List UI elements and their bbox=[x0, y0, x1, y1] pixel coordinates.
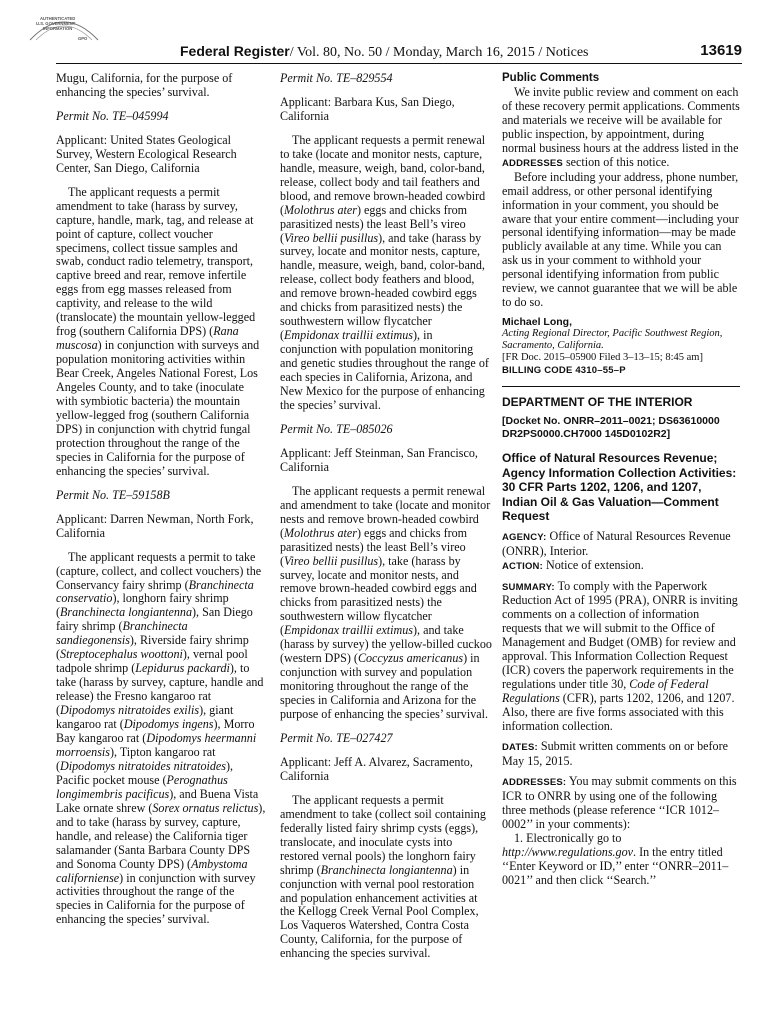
applicant-line: Applicant: Jeff A. Alvarez, Sacramento, California bbox=[280, 754, 473, 783]
column-2 bbox=[280, 72, 492, 961]
action-line: ACTION: Notice of extension. bbox=[502, 557, 644, 572]
applicant-line: Applicant: United States Geological Survey, Western Ecological Research Center, San Diego, California bbox=[56, 132, 237, 175]
column-1 bbox=[56, 72, 268, 927]
applicant-line: Applicant: Jeff Steinman, San Francisco, California bbox=[280, 445, 478, 474]
permit-description: The applicant requests a permit renewal and amendment to take (locate and monitor nests and remove brown-headed cowbird (Molothrus ater) eggs and chicks from parasitized nests) the least Bell’s vireo (Vireo bellii pusillus), take (harass by survey, locate and monitor nests, and remove brown-headed cowbird eggs and chicks from parasitized nests) the southwestern willow flycatcher (Empidonax traillii extimus), and take (harass by survey) the yellow-billed cuckoo (western DPS) (Coccyzus americanus) in conjunction with survey and population monitoring throughout the range of the species in California and Arizona for the purpose of enhancing the species’ survival. bbox=[280, 483, 492, 722]
seal-line-1: AUTHENTICATED bbox=[40, 16, 76, 21]
section-divider bbox=[502, 386, 740, 387]
column-3 bbox=[502, 72, 740, 888]
regulations-gov-link[interactable]: http://www.regulations.gov bbox=[502, 844, 634, 859]
fr-doc-line: [FR Doc. 2015–05900 Filed 3–13–15; 8:45 am] bbox=[502, 352, 703, 364]
permit-description: The applicant requests a permit amendment to take (collect soil containing federally listed fairy shrimp cysts (eggs), translocate, and inoculate cysts into restored vernal pools) the longhorn fairy shrimp (Branchinecta longiantenna) in conjunction with vernal pool restoration and population enhancement activities at the Kellogg Creek Vernal Pool Complex, Los Vaqueros Watershed, Contra Costa County, California, for the purpose of enhancing the species survival. bbox=[280, 792, 486, 961]
applicant-line: Applicant: Darren Newman, North Fork, California bbox=[56, 511, 254, 540]
gpo-authentication-seal bbox=[26, 10, 102, 44]
notice-title: Office of Natural Resources Revenue; Agency Information Collection Activities: 30 CFR Parts 1202, 1206, and 1207, Indian Oil & Gas Valuation—Comment Request bbox=[502, 451, 737, 524]
page-header bbox=[180, 42, 742, 60]
permit-number: Permit No. TE–045994 bbox=[56, 108, 169, 123]
public-comments-paragraph: We invite public review and comment on each of these recovery permit applications. Comments and materials we receive will be available for public inspection, by appointment, during normal business hours at the address listed in the ADDRESSES section of this notice. bbox=[502, 84, 740, 169]
journal-name: Federal Register bbox=[180, 43, 290, 59]
seal-line-3: INFORMATION bbox=[43, 26, 73, 31]
page-number: 13619 bbox=[700, 42, 742, 59]
method-item-1: 1. Electronically go to http://www.regulations.gov. In the entry titled ‘‘Enter Keyword or ID,’’ enter ‘‘ONRR–2011–0021’’ and then click ‘‘Search.’’ bbox=[502, 830, 729, 887]
permit-number: Permit No. TE–085026 bbox=[280, 421, 393, 436]
header-rule bbox=[56, 63, 742, 64]
signer-title: Acting Regional Director, Pacific Southwest Region, Sacramento, California. bbox=[502, 328, 723, 352]
applicant-line: Applicant: Barbara Kus, San Diego, California bbox=[280, 94, 455, 123]
dates-paragraph: DATES: Submit written comments on or before May 15, 2015. bbox=[502, 739, 728, 768]
addresses-paragraph: ADDRESSES: You may submit comments on this ICR to ONRR by using one of the following three methods (please reference ‘‘ICR 1012–0002’’ in your comments): bbox=[502, 773, 737, 831]
seal-line-2: U.S. GOVERNMENT bbox=[36, 21, 76, 26]
permit-number: Permit No. TE–59158B bbox=[56, 487, 170, 502]
permit-number: Permit No. TE–027427 bbox=[280, 730, 393, 745]
agency-line: AGENCY: Office of Natural Resources Revenue (ONRR), Interior. bbox=[502, 528, 731, 558]
billing-code: BILLING CODE 4310–55–P bbox=[502, 365, 626, 377]
permit-description: The applicant requests a permit amendment to take (harass by survey, capture, handle, mark, tag, and release at point of capture, collect voucher specimens, collect tissue samples and swab, conduct radio telemetry, transport, captive breed and rear, remove infertile eggs from egg masses released from captivity, and release to the wild (translocate) the mountain yellow-legged frog (southern California DPS) (Rana muscosa) in conjunction with surveys and population monitoring activities within Bear Creek, Angeles National Forest, Los Angeles County, and to take (inoculate with symbiotic bacteria) the mountain yellow-legged frog (southern California DPS) in conjunction with chytrid fungal protection throughout the range of the species in California for the purpose of enhancing the species’ survival. bbox=[56, 184, 260, 478]
summary-paragraph: SUMMARY: To comply with the Paperwork Reduction Act of 1995 (PRA), ONRR is inviting comments on a collection of information requests that we will submit to the Office of Management and Budget (OMB) for review and approval. This Information Collection Request (ICR) covers the paperwork requirements in the regulations under title 30, Code of Federal Regulations (CFR), parts 1202, 1206, and 1207. Also, there are five forms associated with this information collection. bbox=[502, 578, 738, 734]
paragraph-continued: Mugu, California, for the purpose of enhancing the species’ survival. bbox=[56, 71, 233, 99]
agency-heading: DEPARTMENT OF THE INTERIOR bbox=[502, 395, 693, 410]
docket-number: [Docket No. ONRR–2011–0021; DS63610000 DR2PS0000.CH7000 145D0102R2] bbox=[502, 415, 720, 441]
seal-line-4: GPO bbox=[78, 36, 88, 41]
permit-description: The applicant requests a permit renewal to take (locate and monitor nests, capture, handle, measure, weigh, band, color-band, release, collect body and tail feathers and blood, and remove brown-headed cowbird (Molothrus ater) eggs and chicks from parasitized nests) the least Bell’s vireo (Vireo bellii pusillus), and take (harass by survey, locate and monitor nests, capture, handle, measure, weigh, band, color-band, release, collect body feathers and blood, and remove brown-headed cowbird eggs and chicks from parasitized nests) the southwestern willow flycatcher (Empidonax traillii extimus), in conjunction with population monitoring and genetic studies throughout the range of each species in California, Arizona, and New Mexico for the purpose of enhancing the species’ survival. bbox=[280, 132, 489, 412]
signer-name: Michael Long, bbox=[502, 316, 573, 329]
permit-description: The applicant requests a permit to take (capture, collect, and collect vouchers) the Conservancy fairy shrimp (Branchinecta conservatio), longhorn fairy shrimp (Branchinecta longiantenna), San Diego fairy shrimp (Branchinecta sandiegonensis), Riverside fairy shrimp (Streptocephalus woottoni), vernal pool tadpole shrimp (Lepidurus packardi), to take (harass by survey, capture, handle and release) the Fresno kangaroo rat (Dipodomys nitratoides exilis), giant kangaroo rat (Dipodomys ingens), Morro Bay kangaroo rat (Dipodomys heermanni morroensis), Tipton kangaroo rat (Dipodomys nitratoides nitratoides), Pacific pocket mouse (Perognathus longimembris pacificus), and Buena Vista Lake ornate shrew (Sorex ornatus relictus), and to take (harass by survey, capture, handle, and release) the California tiger salamander (Santa Barbara County DPS and Sonoma County DPS) (Ambystoma californiense) in conjunction with survey activities throughout the range of the species in California for the purpose of enhancing the species’ survival. bbox=[56, 549, 266, 927]
public-comments-heading: Public Comments bbox=[502, 72, 600, 84]
permit-number: Permit No. TE–829554 bbox=[280, 71, 393, 85]
privacy-paragraph: Before including your address, phone number, email address, or other personal identifying information in your comment, you should be aware that your entire comment—including your personal identifying information—may be made publicly available at any time. While you can ask us in your comment to withhold your personal identifying information from public review, we cannot guarantee that we will be able to do so. bbox=[502, 169, 739, 310]
issue-info: / Vol. 80, No. 50 / Monday, March 16, 2015 / Notices bbox=[289, 45, 589, 60]
